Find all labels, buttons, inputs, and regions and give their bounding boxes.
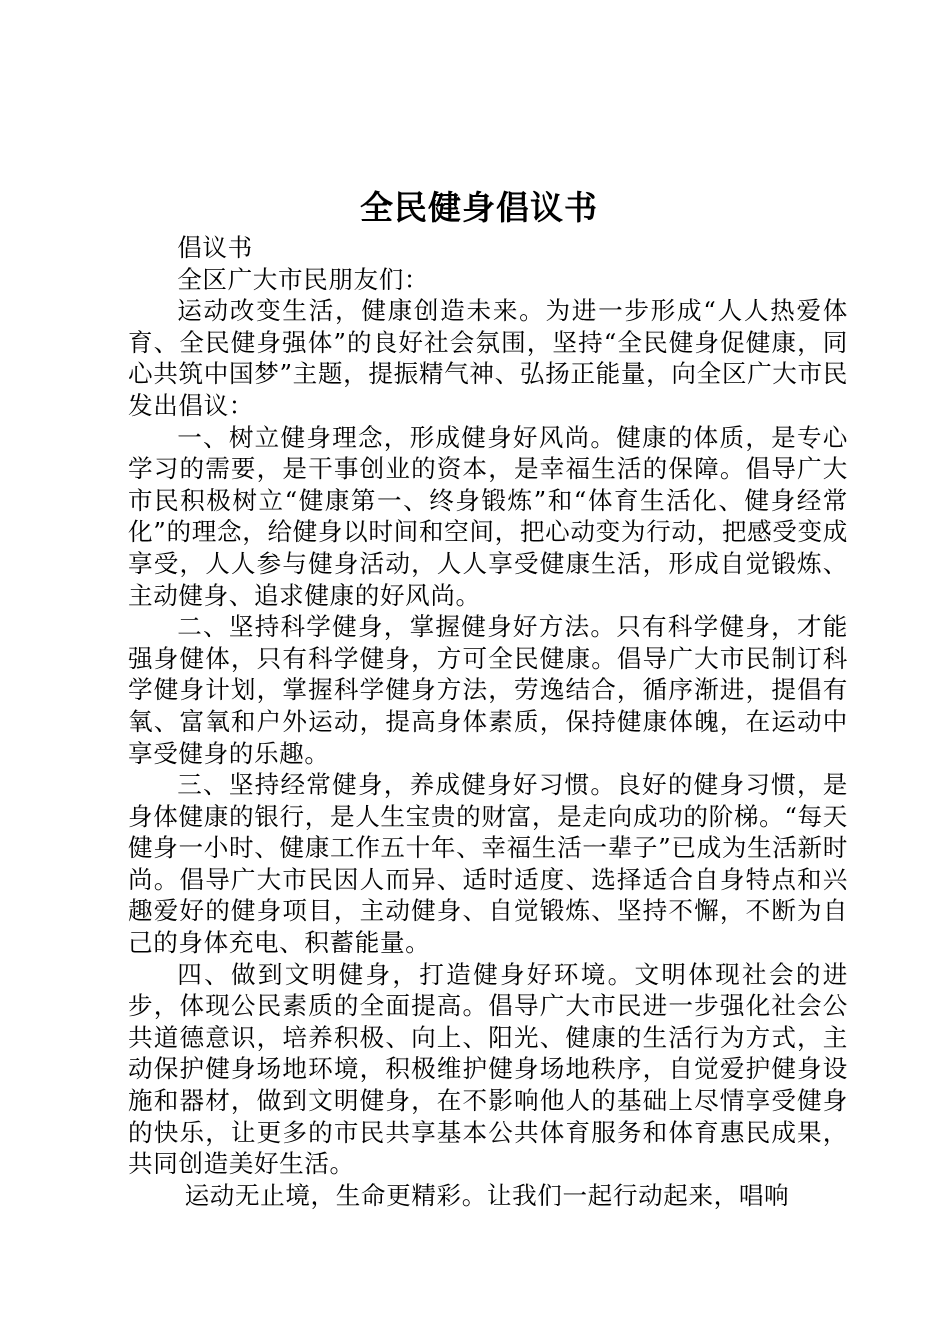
- paragraph-closing: 运动无止境，生命更精彩。让我们一起行动起来，唱响: [184, 1180, 790, 1210]
- salutation: 全区广大市民朋友们：: [177, 264, 430, 294]
- paragraph-intro: 运动改变生活，健康创造未来。为进一步形成“人人热爱体育、全民健身强体”的良好社会氛围，坚持“全民健身促健康，同心共筑中国梦”主题，提振精气神、弘扬正能量，向全区广大市民发出倡议：: [128, 296, 848, 420]
- document-body: [128, 232, 848, 1211]
- paragraph-point-4: 四、做到文明健身，打造健身好环境。文明体现社会的进步，体现公民素质的全面提高。倡导广大市民进一步强化社会公共道德意识，培养积极、向上、阳光、健康的生活行为方式，主动保护健身场地环境，积极维护健身场地秩序，自觉爱护健身设施和器材，做到文明健身，在不影响他人的基础上尽情享受健身的快乐，让更多的市民共享基本公共体育服务和体育惠民成果，共同创造美好生活。: [128, 959, 848, 1179]
- paragraph-point-1: 一、树立健身理念，形成健身好风尚。健康的体质，是专心学习的需要，是干事创业的资本，是幸福生活的保障。倡导广大市民积极树立“健康第一、终身锻炼”和“体育生活化、健身经常化”的理念，给健身以时间和空间，把心动变为行动，把感受变成享受，人人参与健身活动，人人享受健康生活，形成自觉锻炼、主动健身、追求健康的好风尚。: [128, 422, 848, 610]
- document-title: 全民健身倡议书: [360, 188, 598, 227]
- paragraph-point-2: 二、坚持科学健身，掌握健身好方法。只有科学健身，才能强身健体，只有科学健身，方可全民健康。倡导广大市民制订科学健身计划，掌握科学健身方法，劳逸结合，循序渐进，提倡有氧、富氧和户外运动，提高身体素质，保持健康体魄，在运动中享受健身的乐趣。: [128, 612, 848, 768]
- paragraph-point-3: 三、坚持经常健身，养成健身好习惯。良好的健身习惯，是身体健康的银行，是人生宝贵的财富，是走向成功的阶梯。“每天健身一小时、健康工作五十年、幸福生活一辈子”已成为生活新时尚。倡导广大市民因人而异、适时适度、选择适合自身特点和兴趣爱好的健身项目，主动健身、自觉锻炼、坚持不懈，不断为自己的身体充电、积蓄能量。: [128, 770, 848, 958]
- heading-label: 倡议书: [177, 233, 253, 262]
